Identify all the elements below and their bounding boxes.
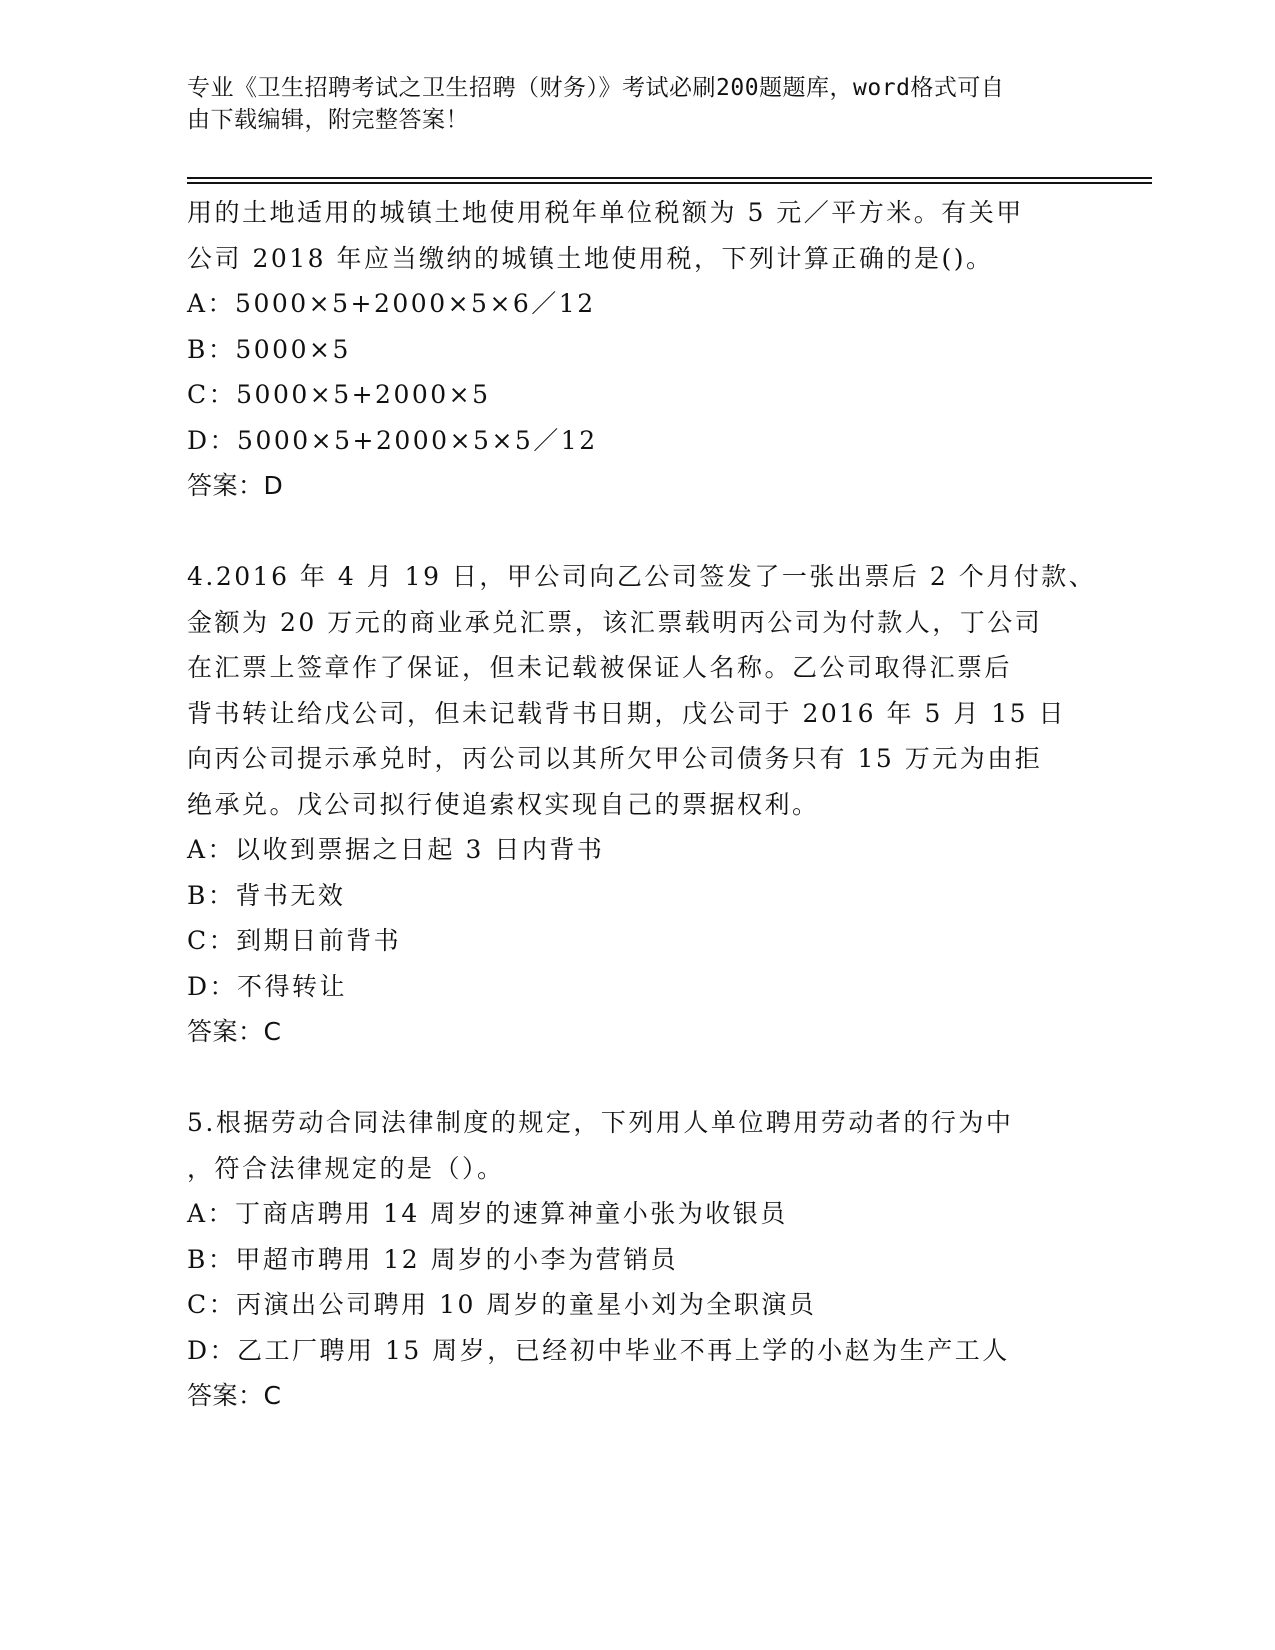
header-title-line-1: 专业《卫生招聘考试之卫生招聘（财务）》考试必刷200题题库，word格式可自 (187, 75, 1005, 101)
header-title-line-2: 由下载编辑，附完整答案！ (187, 107, 469, 133)
question-3 (187, 190, 1087, 509)
question-stem-line: 用的土地适用的城镇土地使用税年单位税额为 5 元／平方米。有关甲 (187, 198, 1024, 227)
question-stem-line: 绝承兑。戊公司拟行使追索权实现自己的票据权利。 (187, 789, 820, 819)
option-b: B：背书无效 (187, 880, 346, 910)
question-stem-line: 在汇票上签章作了保证，但未记载被保证人名称。乙公司取得汇票后 (187, 653, 1013, 682)
option-d: D：乙工厂聘用 15 周岁，已经初中毕业不再上学的小赵为生产工人 (187, 1335, 1010, 1365)
document-header (187, 72, 1067, 136)
answer-line: 答案：C (187, 1381, 282, 1410)
question-list (187, 190, 1097, 1419)
question-stem-line: 5.根据劳动合同法律制度的规定，下列用人单位聘用劳动者的行为中 (187, 1108, 1014, 1137)
option-d: D：5000×5+2000×5×5／12 (187, 425, 598, 455)
question-stem-line: ，符合法律规定的是（）。 (187, 1153, 505, 1183)
option-c: C：丙演出公司聘用 10 周岁的童星小刘为全职演员 (187, 1290, 817, 1319)
question-5 (187, 1100, 1087, 1419)
option-d: D：不得转让 (187, 971, 348, 1001)
option-c: C：5000×5+2000×5 (187, 380, 491, 409)
question-stem-line: 向丙公司提示承兑时，丙公司以其所欠甲公司债务只有 15 万元为由拒 (187, 744, 1043, 773)
question-stem-line: 4.2016 年 4 月 19 日，甲公司向乙公司签发了一张出票后 2 个月付款、 (187, 562, 1097, 591)
answer-line: 答案：D (187, 471, 284, 500)
option-b: B：5000×5 (187, 334, 351, 364)
option-b: B：甲超市聘用 12 周岁的小李为营销员 (187, 1244, 679, 1274)
spacer (187, 1055, 1087, 1101)
spacer (187, 509, 1087, 555)
option-a: A：丁商店聘用 14 周岁的速算神童小张为收银员 (187, 1199, 788, 1228)
option-a: A：以收到票据之日起 3 日内背书 (187, 835, 605, 864)
question-stem-line: 背书转让给戊公司，但未记载背书日期，戊公司于 2016 年 5 月 15 日 (187, 698, 1067, 728)
question-4 (187, 554, 1097, 1055)
option-a: A：5000×5+2000×5×6／12 (187, 289, 596, 318)
question-stem-line: 金额为 20 万元的商业承兑汇票，该汇票载明丙公司为付款人，丁公司 (187, 607, 1043, 637)
header-divider-top (187, 177, 1152, 179)
option-c: C：到期日前背书 (187, 926, 402, 955)
answer-line: 答案：C (187, 1017, 282, 1046)
header-divider-bottom (187, 182, 1152, 184)
question-stem-line: 公司 2018 年应当缴纳的城镇土地使用税，下列计算正确的是()。 (187, 243, 994, 273)
